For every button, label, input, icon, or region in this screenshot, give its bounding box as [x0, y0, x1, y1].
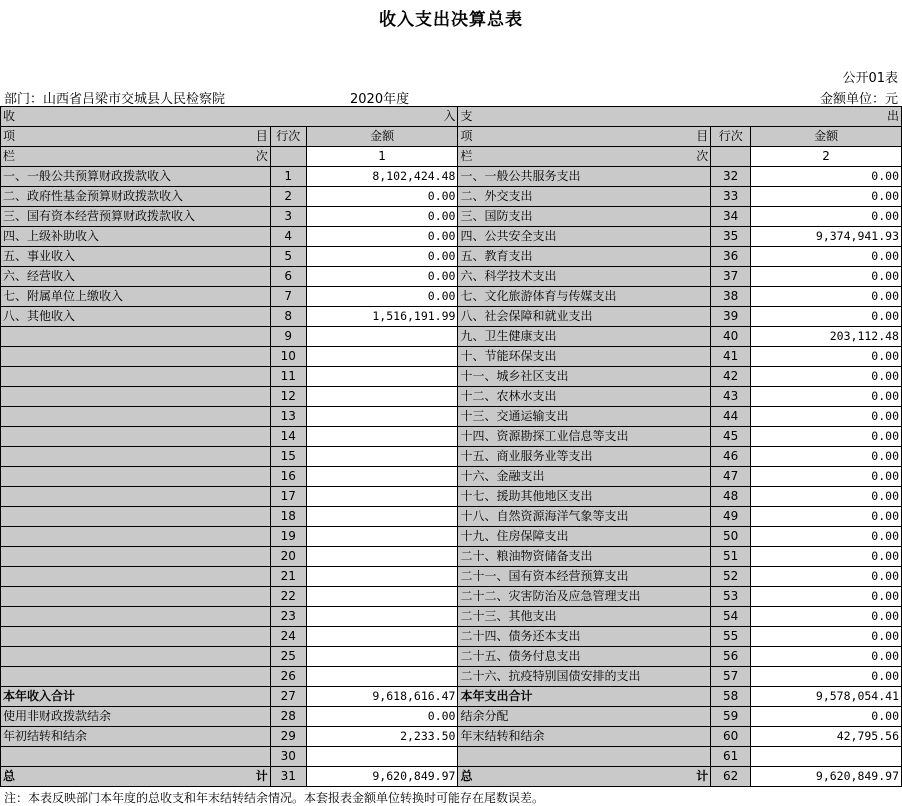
- income-amount-header: 金额: [306, 127, 458, 147]
- income-item-name: [1, 347, 271, 367]
- income-line-number: 30: [270, 747, 306, 767]
- expense-item-name: 九、卫生健康支出: [458, 327, 711, 347]
- income-item-name: [1, 607, 271, 627]
- col-label-right: 次: [696, 149, 709, 163]
- income-line-number: 10: [270, 347, 306, 367]
- income-line-number: 4: [270, 227, 306, 247]
- expense-item-name: 十二、农林水支出: [458, 387, 711, 407]
- income-item-name: 三、国有资本经营预算财政拨款收入: [1, 207, 271, 227]
- expense-item-name: 二、外交支出: [458, 187, 711, 207]
- expense-line-number: 55: [711, 627, 751, 647]
- expense-line-number: 49: [711, 507, 751, 527]
- income-item-name: 五、事业收入: [1, 247, 271, 267]
- income-col-blank: [270, 147, 306, 167]
- table-row: [1, 187, 902, 207]
- report-title: 收入支出决算总表: [379, 10, 523, 30]
- expense-amount: 0.00: [751, 407, 902, 427]
- expense-line-number: 48: [711, 487, 751, 507]
- income-amount: 0.00: [306, 707, 458, 727]
- table-row: [1, 467, 902, 487]
- expense-line-header: 行次: [711, 127, 751, 147]
- expense-amount: 0.00: [751, 287, 902, 307]
- income-amount: [306, 607, 458, 627]
- expense-total-amount: 9,620,849.97: [751, 767, 902, 787]
- income-line-number: 15: [270, 447, 306, 467]
- expense-amount: 0.00: [751, 647, 902, 667]
- expense-amount: 0.00: [751, 307, 902, 327]
- table-row: [1, 647, 902, 667]
- expense-amount: 0.00: [751, 267, 902, 287]
- income-total-amount: 9,620,849.97: [306, 767, 458, 787]
- expense-line-number: 56: [711, 647, 751, 667]
- income-label-left: 收: [3, 109, 16, 123]
- expense-item-name: 十三、交通运输支出: [458, 407, 711, 427]
- expense-line-number: 60: [711, 727, 751, 747]
- income-line-number: 11: [270, 367, 306, 387]
- income-item-name: [1, 567, 271, 587]
- table-row: [1, 367, 902, 387]
- income-amount: 0.00: [306, 267, 458, 287]
- income-line-number: 17: [270, 487, 306, 507]
- expense-item-name: [458, 747, 711, 767]
- expense-amount: 9,578,054.41: [751, 687, 902, 707]
- expense-line-number: 58: [711, 687, 751, 707]
- income-amount: [306, 587, 458, 607]
- table-row: [1, 487, 902, 507]
- total-label-right: 计: [255, 769, 268, 783]
- income-item-name: [1, 647, 271, 667]
- expense-amount: 42,795.56: [751, 727, 902, 747]
- income-item-name: [1, 527, 271, 547]
- income-amount: 2,233.50: [306, 727, 458, 747]
- expense-amount: 0.00: [751, 207, 902, 227]
- expense-amount: 0.00: [751, 447, 902, 467]
- expense-item-name: 十四、资源勘探工业信息等支出: [458, 427, 711, 447]
- expense-line-number: 33: [711, 187, 751, 207]
- table-row: [1, 347, 902, 367]
- expense-item-header: [458, 127, 711, 147]
- income-line-number: 23: [270, 607, 306, 627]
- expense-line-number: 41: [711, 347, 751, 367]
- table-row: [1, 667, 902, 687]
- income-item-name: 六、经营收入: [1, 267, 271, 287]
- expense-item-name: 六、科学技术支出: [458, 267, 711, 287]
- table-row: [1, 587, 902, 607]
- expense-col-header: [458, 147, 711, 167]
- subtotal-row: [1, 687, 902, 707]
- expense-item-name: 四、公共安全支出: [458, 227, 711, 247]
- footnote: 注：本表反映部门本年度的总收支和年末结转结余情况。本套报表金额单位转换时可能存在尾数误差。: [4, 791, 545, 805]
- income-amount: 0.00: [306, 247, 458, 267]
- income-amount: 0.00: [306, 227, 458, 247]
- income-line-number: 12: [270, 387, 306, 407]
- income-line-number: 26: [270, 667, 306, 687]
- expense-amount: 0.00: [751, 707, 902, 727]
- expense-item-name: 二十三、其他支出: [458, 607, 711, 627]
- header-row-columns: [1, 127, 902, 147]
- header-row-column-index: [1, 147, 902, 167]
- expense-line-number: 39: [711, 307, 751, 327]
- expense-label-left: 支: [460, 109, 473, 123]
- expense-amount: 0.00: [751, 507, 902, 527]
- expense-line-number: 36: [711, 247, 751, 267]
- item-label-left: 项: [460, 129, 473, 143]
- expense-amount: 0.00: [751, 467, 902, 487]
- expense-item-name: 二十五、债务付息支出: [458, 647, 711, 667]
- income-item-name: [1, 327, 271, 347]
- income-amount: [306, 527, 458, 547]
- expense-amount: 0.00: [751, 627, 902, 647]
- expense-line-number: 54: [711, 607, 751, 627]
- income-line-number: 7: [270, 287, 306, 307]
- income-item-name: [1, 487, 271, 507]
- department-label: 部门：山西省吕梁市交城县人民检察院: [4, 92, 226, 107]
- expense-amount: 0.00: [751, 607, 902, 627]
- expense-line-number: 35: [711, 227, 751, 247]
- expense-item-name: 一、一般公共服务支出: [458, 167, 711, 187]
- expense-amount: 0.00: [751, 247, 902, 267]
- expense-line-number: 61: [711, 747, 751, 767]
- income-line-number: 14: [270, 427, 306, 447]
- income-item-name: [1, 447, 271, 467]
- income-line-number: 18: [270, 507, 306, 527]
- income-amount: [306, 567, 458, 587]
- income-col-index: 1: [306, 147, 458, 167]
- income-header-cell: [1, 107, 458, 127]
- income-item-name: 二、政府性基金预算财政拨款收入: [1, 187, 271, 207]
- table-row: [1, 247, 902, 267]
- expense-item-name: 十一、城乡社区支出: [458, 367, 711, 387]
- expense-item-name: 五、教育支出: [458, 247, 711, 267]
- income-amount: [306, 747, 458, 767]
- expense-line-number: 51: [711, 547, 751, 567]
- income-item-name: [1, 507, 271, 527]
- income-line-number: 22: [270, 587, 306, 607]
- expense-item-name: 本年支出合计: [458, 687, 711, 707]
- expense-line-number: 43: [711, 387, 751, 407]
- income-line-number: 3: [270, 207, 306, 227]
- expense-line-number: 34: [711, 207, 751, 227]
- income-item-name: [1, 407, 271, 427]
- expense-item-name: 十八、自然资源海洋气象等支出: [458, 507, 711, 527]
- income-item-name: 年初结转和结余: [1, 727, 271, 747]
- table-row: [1, 507, 902, 527]
- expense-line-number: 62: [711, 767, 751, 787]
- expense-line-number: 59: [711, 707, 751, 727]
- expense-item-name: 年末结转和结余: [458, 727, 711, 747]
- expense-line-number: 52: [711, 567, 751, 587]
- table-row: [1, 327, 902, 347]
- expense-amount: 0.00: [751, 367, 902, 387]
- expense-amount: 0.00: [751, 387, 902, 407]
- income-line-number: 5: [270, 247, 306, 267]
- expense-amount: 0.00: [751, 347, 902, 367]
- total-label-right: 计: [696, 769, 709, 783]
- income-amount: [306, 507, 458, 527]
- income-line-number: 9: [270, 327, 306, 347]
- header-row-income-expense: [1, 107, 902, 127]
- income-item-header: [1, 127, 271, 147]
- table-row: [1, 287, 902, 307]
- income-line-number: 13: [270, 407, 306, 427]
- income-total-label: [1, 767, 271, 787]
- amount-unit: 金额单位：元: [819, 92, 898, 107]
- table-row: [1, 427, 902, 447]
- expense-amount: 0.00: [751, 567, 902, 587]
- income-line-number: 29: [270, 727, 306, 747]
- expense-label-right: 出: [886, 109, 899, 123]
- income-amount: [306, 487, 458, 507]
- income-line-number: 28: [270, 707, 306, 727]
- income-item-name: [1, 427, 271, 447]
- income-amount: 0.00: [306, 287, 458, 307]
- income-amount: [306, 547, 458, 567]
- expense-amount: [751, 747, 902, 767]
- fiscal-year: 2020年度: [350, 92, 410, 107]
- table-row: [1, 547, 902, 567]
- expense-amount: 0.00: [751, 547, 902, 567]
- expense-item-name: 八、社会保障和就业支出: [458, 307, 711, 327]
- income-line-number: 27: [270, 687, 306, 707]
- col-label-left: 栏: [460, 149, 473, 163]
- income-line-header: 行次: [270, 127, 306, 147]
- income-item-name: 四、上级补助收入: [1, 227, 271, 247]
- expense-amount: 0.00: [751, 587, 902, 607]
- expense-item-name: 十、节能环保支出: [458, 347, 711, 367]
- expense-item-name: 二十、粮油物资储备支出: [458, 547, 711, 567]
- expense-item-name: 二十一、国有资本经营预算支出: [458, 567, 711, 587]
- expense-amount: 0.00: [751, 487, 902, 507]
- income-amount: [306, 367, 458, 387]
- income-item-name: [1, 467, 271, 487]
- income-amount: 9,618,616.47: [306, 687, 458, 707]
- expense-amount: 0.00: [751, 527, 902, 547]
- income-amount: [306, 627, 458, 647]
- income-item-name: [1, 367, 271, 387]
- expense-line-number: 42: [711, 367, 751, 387]
- expense-header-cell: [458, 107, 902, 127]
- col-label-right: 次: [255, 149, 268, 163]
- income-item-name: [1, 387, 271, 407]
- item-label-right: 目: [696, 129, 709, 143]
- col-label-left: 栏: [3, 149, 16, 163]
- expense-line-number: 47: [711, 467, 751, 487]
- income-amount: [306, 407, 458, 427]
- expense-line-number: 57: [711, 667, 751, 687]
- table-row: [1, 227, 902, 247]
- table-row: [1, 727, 902, 747]
- grand-total-row: [1, 767, 902, 787]
- expense-item-name: 二十六、抗疫特别国债安排的支出: [458, 667, 711, 687]
- expense-col-index: 2: [751, 147, 902, 167]
- expense-item-name: 七、文化旅游体育与传媒支出: [458, 287, 711, 307]
- income-line-number: 8: [270, 307, 306, 327]
- expense-line-number: 44: [711, 407, 751, 427]
- table-row: [1, 387, 902, 407]
- income-label-right: 入: [443, 109, 456, 123]
- income-amount: 8,102,424.48: [306, 167, 458, 187]
- income-item-name: [1, 747, 271, 767]
- expense-amount: 0.00: [751, 187, 902, 207]
- table-row: [1, 707, 902, 727]
- expense-amount-header: 金额: [751, 127, 902, 147]
- income-amount: [306, 327, 458, 347]
- item-label-right: 目: [255, 129, 268, 143]
- income-line-number: 19: [270, 527, 306, 547]
- income-item-name: [1, 667, 271, 687]
- income-col-header: [1, 147, 271, 167]
- table-row: [1, 307, 902, 327]
- table-code: 公开01表: [842, 71, 898, 86]
- expense-total-label: [458, 767, 711, 787]
- income-amount: [306, 467, 458, 487]
- income-line-number: 1: [270, 167, 306, 187]
- table-row: [1, 567, 902, 587]
- table-row: [1, 407, 902, 427]
- table-row: [1, 607, 902, 627]
- income-line-number: 2: [270, 187, 306, 207]
- income-item-name: 使用非财政拨款结余: [1, 707, 271, 727]
- income-amount: [306, 347, 458, 367]
- income-line-number: 16: [270, 467, 306, 487]
- expense-item-name: 结余分配: [458, 707, 711, 727]
- income-line-number: 6: [270, 267, 306, 287]
- item-label-left: 项: [3, 129, 16, 143]
- expense-line-number: 45: [711, 427, 751, 447]
- income-line-number: 21: [270, 567, 306, 587]
- income-amount: [306, 447, 458, 467]
- income-item-name: 一、一般公共预算财政拨款收入: [1, 167, 271, 187]
- expense-item-name: 二十二、灾害防治及应急管理支出: [458, 587, 711, 607]
- expense-amount: 203,112.48: [751, 327, 902, 347]
- income-amount: [306, 647, 458, 667]
- expense-item-name: 二十四、债务还本支出: [458, 627, 711, 647]
- table-row: [1, 447, 902, 467]
- expense-line-number: 38: [711, 287, 751, 307]
- expense-item-name: 十九、住房保障支出: [458, 527, 711, 547]
- income-amount: 1,516,191.99: [306, 307, 458, 327]
- expense-line-number: 32: [711, 167, 751, 187]
- income-expense-table: [0, 106, 902, 787]
- expense-line-number: 40: [711, 327, 751, 347]
- expense-item-name: 十六、金融支出: [458, 467, 711, 487]
- table-row: [1, 167, 902, 187]
- income-amount: [306, 667, 458, 687]
- table-row: [1, 207, 902, 227]
- table-row: [1, 527, 902, 547]
- expense-amount: 0.00: [751, 427, 902, 447]
- income-line-number: 31: [270, 767, 306, 787]
- total-label-left: 总: [3, 769, 16, 783]
- table-row: [1, 627, 902, 647]
- income-item-name: [1, 587, 271, 607]
- income-item-name: 八、其他收入: [1, 307, 271, 327]
- expense-amount: 0.00: [751, 667, 902, 687]
- income-amount: [306, 427, 458, 447]
- table-row: [1, 267, 902, 287]
- expense-amount: 9,374,941.93: [751, 227, 902, 247]
- income-line-number: 20: [270, 547, 306, 567]
- income-item-name: [1, 627, 271, 647]
- income-item-name: [1, 547, 271, 567]
- income-line-number: 25: [270, 647, 306, 667]
- expense-item-name: 十七、援助其他地区支出: [458, 487, 711, 507]
- income-item-name: 本年收入合计: [1, 687, 271, 707]
- table-row: [1, 747, 902, 767]
- expense-line-number: 46: [711, 447, 751, 467]
- expense-amount: 0.00: [751, 167, 902, 187]
- income-amount: [306, 387, 458, 407]
- income-line-number: 24: [270, 627, 306, 647]
- expense-col-blank: [711, 147, 751, 167]
- expense-item-name: 三、国防支出: [458, 207, 711, 227]
- income-amount: 0.00: [306, 187, 458, 207]
- expense-item-name: 十五、商业服务业等支出: [458, 447, 711, 467]
- income-amount: 0.00: [306, 207, 458, 227]
- income-item-name: 七、附属单位上缴收入: [1, 287, 271, 307]
- expense-line-number: 50: [711, 527, 751, 547]
- expense-line-number: 53: [711, 587, 751, 607]
- expense-line-number: 37: [711, 267, 751, 287]
- total-label-left: 总: [460, 769, 473, 783]
